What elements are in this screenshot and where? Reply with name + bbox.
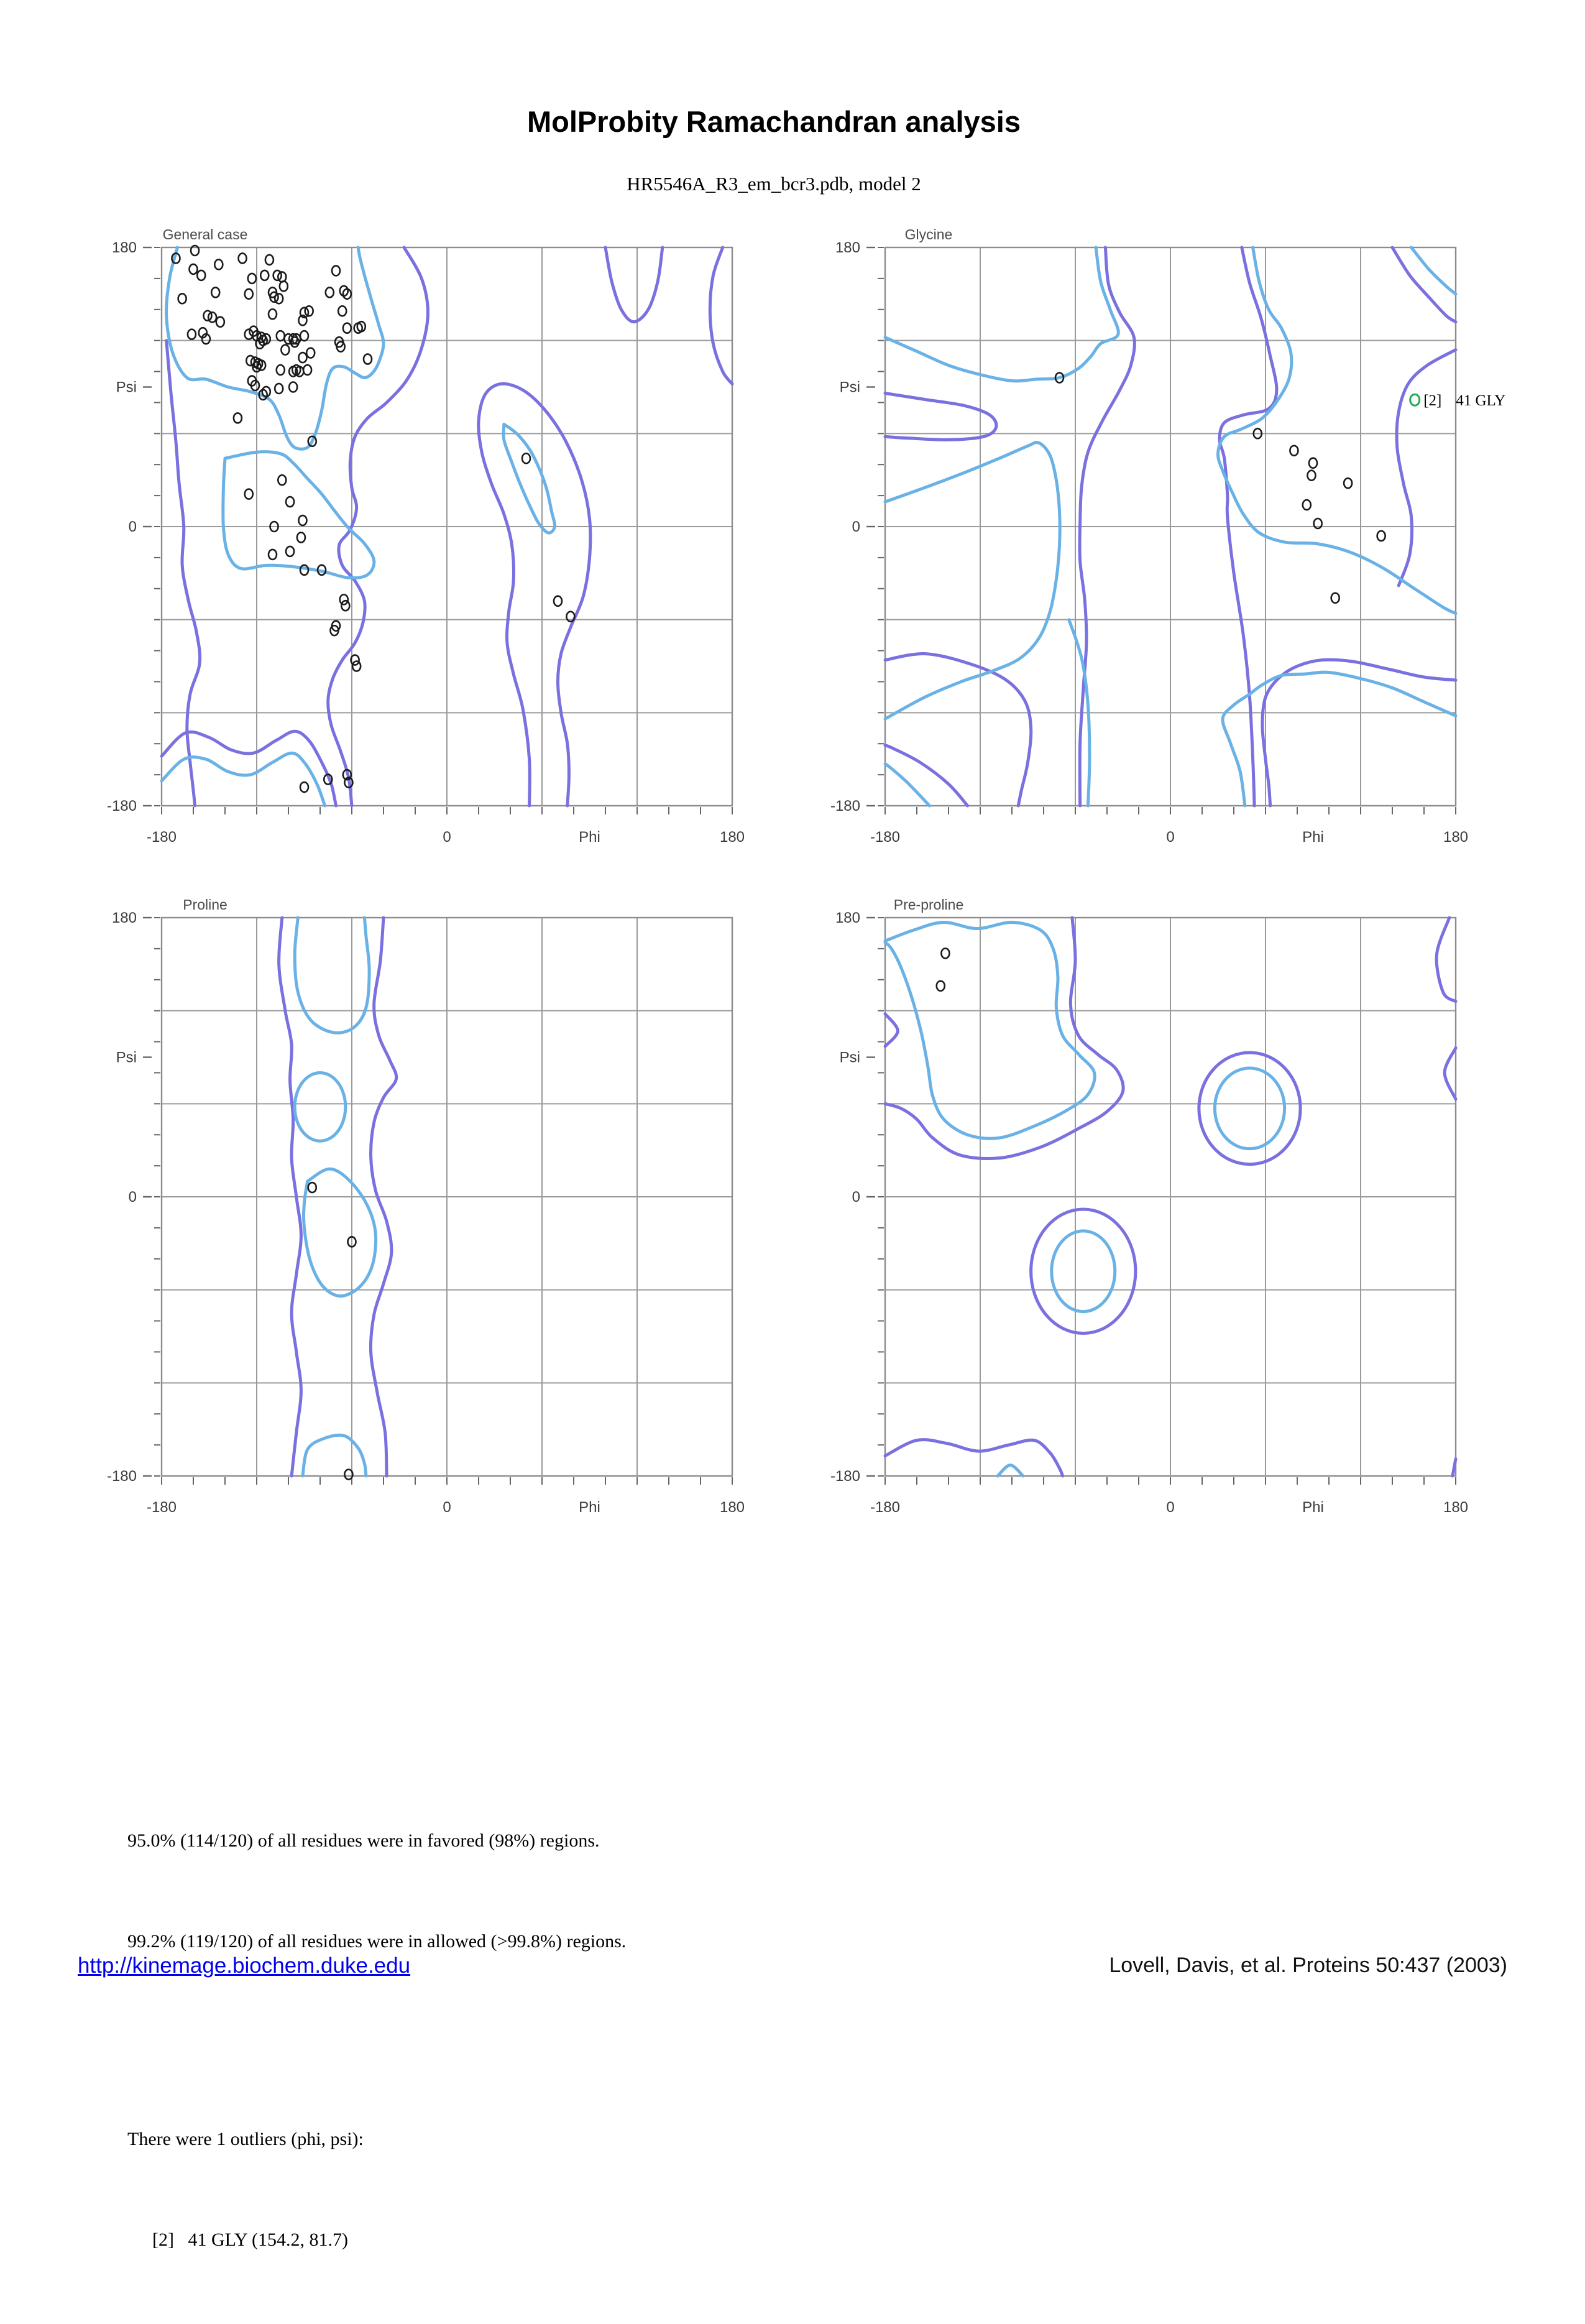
x-axis-label: Phi — [579, 1499, 600, 1516]
x-axis-label: 180 — [719, 1499, 745, 1516]
data-point — [234, 413, 242, 423]
allowed-contour — [1031, 1209, 1136, 1334]
data-point — [281, 345, 289, 355]
data-point — [280, 281, 288, 291]
y-axis-label: -180 — [106, 798, 137, 814]
axis-ticks — [154, 918, 732, 1485]
page-title: MolProbity Ramachandran analysis — [526, 105, 1021, 138]
allowed-contour — [167, 341, 200, 806]
allowed-contour — [1445, 1048, 1456, 1099]
x-axis-label: 180 — [1443, 829, 1469, 846]
stats-allowed-line: 99.2% (119/120) of all residues were in allowed (>99.8%) regions. — [127, 1931, 627, 1952]
favored-contour — [1215, 1068, 1284, 1149]
plot-glycine — [809, 234, 1580, 884]
data-point — [343, 323, 351, 333]
axis-ticks — [878, 247, 1456, 814]
plot-title-proline: Proline — [183, 897, 227, 913]
data-point — [216, 317, 224, 327]
data-point — [554, 596, 562, 606]
data-point — [1331, 593, 1339, 603]
data-point — [277, 331, 285, 341]
favored-contour — [885, 764, 929, 806]
x-axis-label: 0 — [443, 1499, 451, 1516]
y-axis-label: -180 — [106, 1468, 137, 1485]
data-point — [197, 270, 205, 280]
allowed-contour — [479, 384, 590, 806]
favored-contour — [885, 922, 1095, 1138]
data-point — [306, 348, 315, 358]
axis-ticks — [154, 247, 732, 814]
y-axis-label: 0 — [128, 1189, 137, 1206]
favored-contour — [162, 753, 325, 806]
favored-contour — [304, 1169, 376, 1296]
x-axis-label: Phi — [579, 829, 600, 846]
y-axis-label: Psi — [839, 1049, 860, 1066]
grid-glycine — [885, 247, 1456, 806]
data-point — [303, 365, 311, 375]
plot-title-general: General case — [162, 226, 248, 242]
data-point — [1309, 458, 1317, 468]
favored-contour — [998, 1465, 1023, 1477]
data-point — [245, 289, 253, 299]
x-axis-label: Phi — [1302, 1499, 1324, 1516]
outlier-point — [1410, 394, 1420, 405]
outlier-residue-label: 41 GLY — [1456, 392, 1506, 410]
data-point — [941, 948, 949, 958]
data-point — [278, 272, 286, 282]
data-point — [300, 782, 308, 792]
plot-general — [86, 234, 857, 884]
allowed-contour — [885, 1440, 1063, 1476]
data-point — [297, 532, 305, 542]
stats-gap — [127, 2026, 626, 2055]
data-point — [1307, 471, 1315, 481]
grid-general — [162, 247, 732, 806]
scatter-points — [1055, 373, 1385, 603]
favored-contour — [167, 247, 384, 449]
y-axis-label: Psi — [116, 1049, 137, 1066]
data-point — [286, 546, 294, 556]
y-axis-label: -180 — [830, 798, 860, 814]
allowed-contour — [885, 918, 1123, 1158]
data-point — [248, 274, 256, 284]
data-point — [341, 601, 349, 611]
data-point — [332, 265, 340, 275]
data-point — [265, 255, 273, 265]
data-point — [340, 594, 348, 604]
outlier-bracket-label: [2] — [1423, 392, 1442, 410]
allowed-contour — [885, 1014, 898, 1046]
favored-contour — [503, 424, 554, 533]
data-point — [275, 293, 283, 303]
data-point — [178, 293, 186, 303]
stats-favored-line: 95.0% (114/120) of all residues were in favored (98%) regions. — [127, 1830, 600, 1851]
x-axis-label: -180 — [870, 1499, 901, 1516]
data-point — [326, 287, 334, 297]
data-point — [214, 259, 223, 269]
y-axis-label: 180 — [111, 239, 137, 256]
data-point — [1344, 478, 1352, 488]
favored-contour — [1052, 1231, 1115, 1312]
plot-proline — [86, 904, 857, 1554]
data-point — [300, 331, 308, 341]
x-axis-label: -180 — [146, 1499, 177, 1516]
data-point — [364, 354, 372, 364]
x-axis-label: -180 — [870, 829, 901, 846]
data-point — [1290, 446, 1298, 456]
favored-contour — [1223, 672, 1456, 806]
data-point — [298, 353, 306, 362]
favored-contour — [295, 1072, 346, 1141]
data-point — [275, 384, 283, 394]
x-axis-label: -180 — [146, 829, 177, 846]
stats-block — [127, 1757, 626, 2324]
data-point — [260, 270, 269, 280]
x-axis-label: Phi — [1302, 829, 1324, 846]
allowed-contour — [1397, 350, 1456, 586]
data-point — [308, 1183, 316, 1192]
data-point — [211, 287, 219, 297]
data-point — [286, 497, 294, 507]
allowed-contour — [710, 247, 732, 384]
y-axis-label: Psi — [116, 379, 137, 396]
favored-contour — [885, 247, 1118, 381]
y-axis-label: Psi — [839, 379, 860, 396]
scatter-points — [172, 246, 574, 792]
favored-contour — [295, 918, 369, 1033]
favored-contour — [303, 1435, 366, 1476]
data-point — [937, 981, 945, 991]
stats-outlier-entry: [2] 41 GLY (154.2, 81.7) — [152, 2229, 348, 2250]
favored-contour — [885, 442, 1060, 719]
x-axis-label: 0 — [1166, 1499, 1175, 1516]
y-axis-label: 180 — [111, 910, 137, 926]
scatter-points — [937, 948, 950, 990]
data-point — [1303, 500, 1311, 510]
kinemage-link[interactable]: http://kinemage.biochem.duke.edu — [78, 1953, 411, 1978]
data-point — [278, 475, 286, 485]
plot-title-glycine: Glycine — [904, 226, 953, 242]
data-point — [269, 309, 277, 319]
x-axis-label: 180 — [719, 829, 745, 846]
allowed-contour — [1436, 918, 1456, 1002]
allowed-contour — [605, 247, 663, 322]
data-point — [245, 489, 253, 499]
grid-preproline — [885, 918, 1456, 1476]
data-point — [305, 306, 313, 316]
data-point — [188, 330, 196, 339]
axis-ticks — [878, 918, 1456, 1485]
data-point — [1377, 531, 1385, 541]
data-point — [239, 253, 247, 263]
plot-preproline — [809, 904, 1580, 1554]
data-point — [352, 662, 361, 671]
stats-outlier-header: There were 1 outliers (phi, psi): — [127, 2129, 364, 2149]
y-axis-label: 180 — [835, 239, 860, 256]
favored-contours — [885, 922, 1285, 1476]
data-point — [298, 515, 306, 525]
data-point — [277, 365, 285, 375]
data-point — [269, 550, 277, 560]
plot-title-preproline: Pre-proline — [893, 897, 964, 913]
x-axis-label: 180 — [1443, 1499, 1469, 1516]
y-axis-label: 0 — [128, 519, 137, 535]
data-point — [338, 306, 346, 316]
allowed-contour — [1262, 660, 1456, 806]
page-subtitle: HR5546A_R3_em_bcr3.pdb, model 2 — [627, 173, 921, 195]
x-axis-label: 0 — [1166, 829, 1175, 846]
data-point — [522, 453, 530, 463]
data-point — [190, 264, 198, 274]
y-axis-label: 180 — [835, 910, 860, 926]
data-point — [208, 312, 216, 322]
y-axis-label: -180 — [830, 1468, 860, 1485]
grid-proline — [162, 918, 732, 1476]
y-axis-label: 0 — [852, 519, 860, 535]
data-point — [289, 382, 297, 392]
x-axis-label: 0 — [443, 829, 451, 846]
y-axis-label: 0 — [852, 1189, 860, 1206]
citation-text: Lovell, Davis, et al. Proteins 50:437 (2003) — [1109, 1953, 1507, 1977]
